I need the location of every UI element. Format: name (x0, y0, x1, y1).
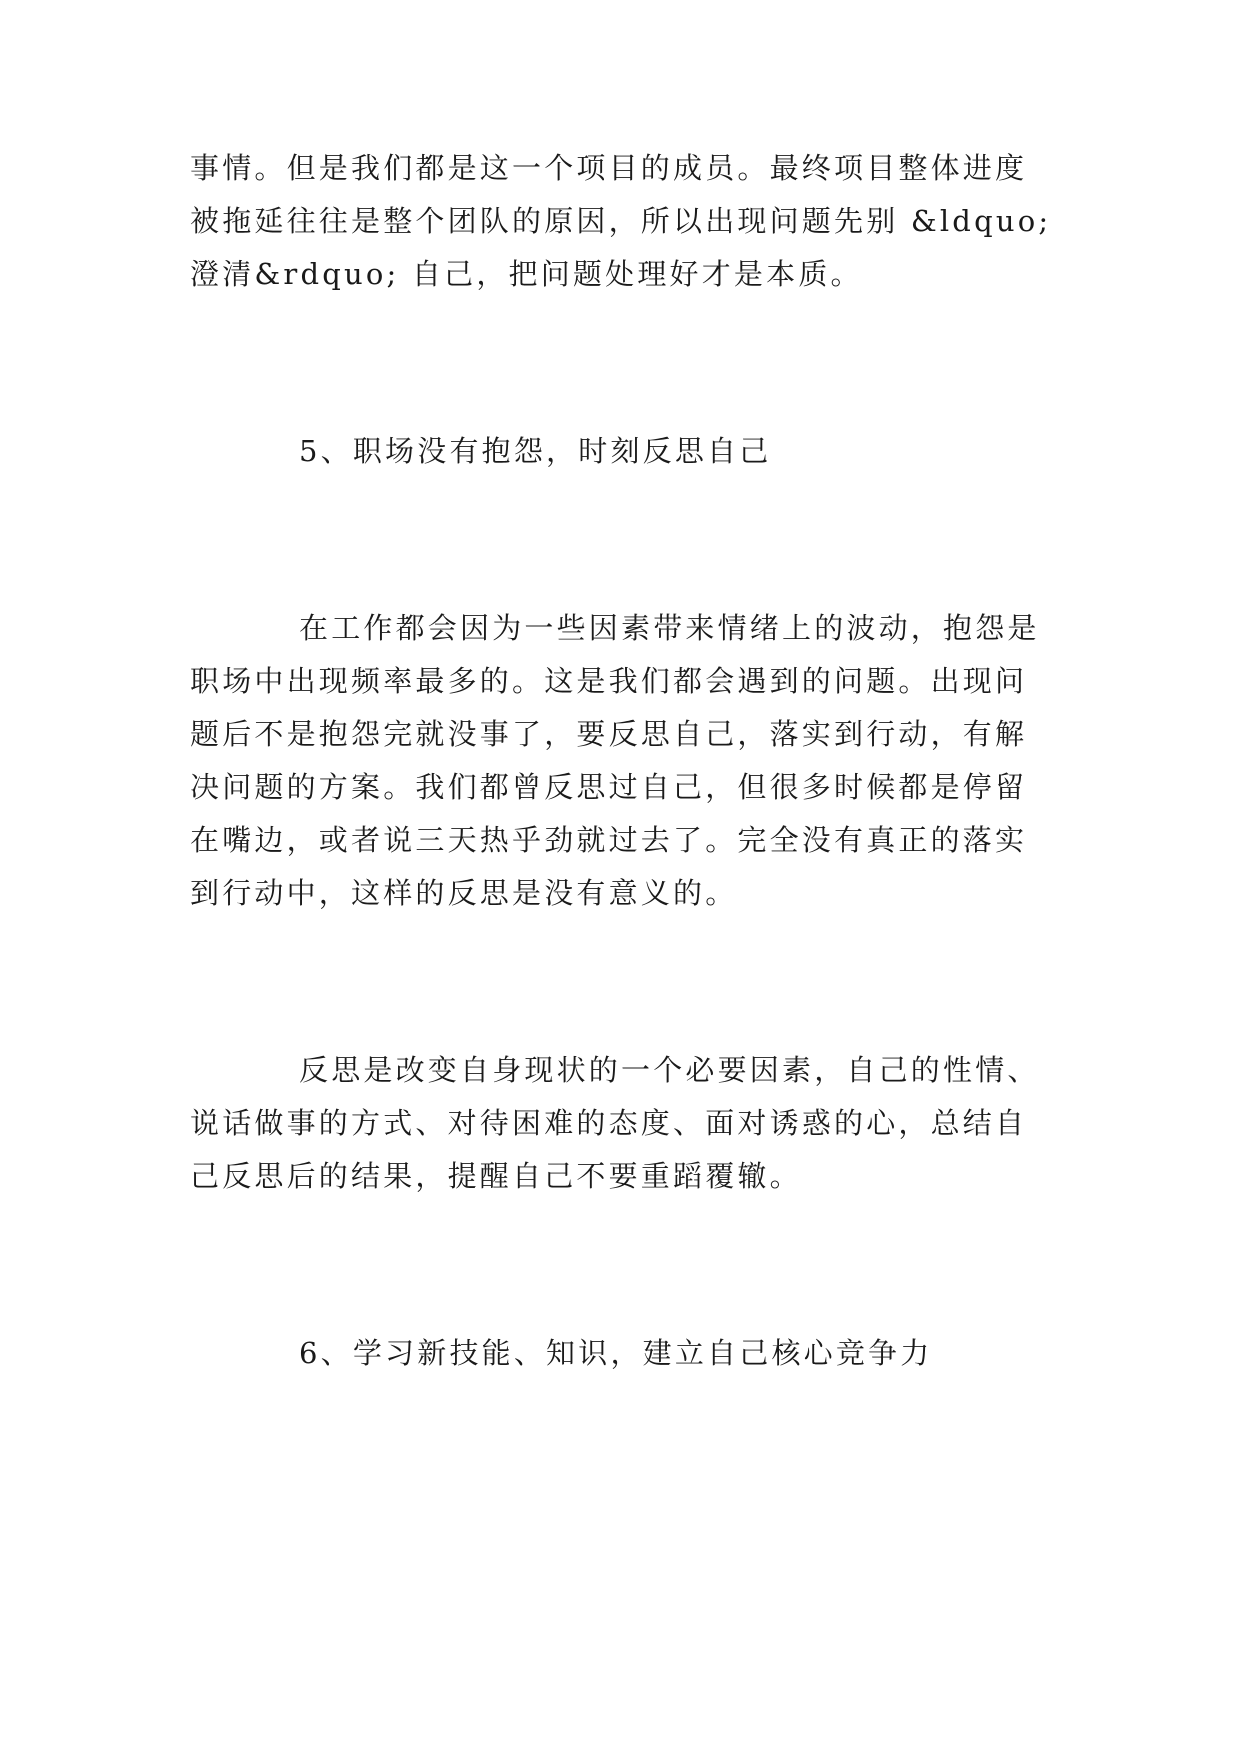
paragraph-line: 职场中出现频率最多的。这是我们都会遇到的问题。出现问 (190, 664, 1028, 698)
paragraph-line: 决问题的方案。我们都曾反思过自己，但很多时候都是停留 (190, 770, 1028, 804)
paragraph-line: 己反思后的结果，提醒自己不要重蹈覆辙。 (190, 1159, 802, 1193)
paragraph-line: 在工作都会因为一些因素带来情绪上的波动，抱怨是 (299, 611, 1040, 645)
paragraph-line: 反思是改变自身现状的一个必要因素，自己的性情、 (299, 1053, 1040, 1087)
paragraph-line: 在嘴边，或者说三天热乎劲就过去了。完全没有真正的落实 (190, 823, 1028, 857)
paragraph-line: 事情。但是我们都是这一个项目的成员。最终项目整体进度 (190, 151, 1028, 185)
paragraph-line: 被拖延往往是整个团队的原因，所以出现问题先别 &ldquo; (190, 204, 1052, 238)
paragraph-line: 题后不是抱怨完就没事了，要反思自己，落实到行动，有解 (190, 717, 1028, 751)
paragraph-line: 说话做事的方式、对待困难的态度、面对诱惑的心，总结自 (190, 1106, 1028, 1140)
paragraph-line: 到行动中，这样的反思是没有意义的。 (190, 876, 738, 910)
section-heading: 5、职场没有抱怨，时刻反思自己 (299, 434, 772, 468)
section-heading: 6、学习新技能、知识，建立自己核心竞争力 (299, 1336, 933, 1370)
paragraph-line: 澄清&rdquo; 自己，把问题处理好才是本质。 (190, 257, 863, 291)
